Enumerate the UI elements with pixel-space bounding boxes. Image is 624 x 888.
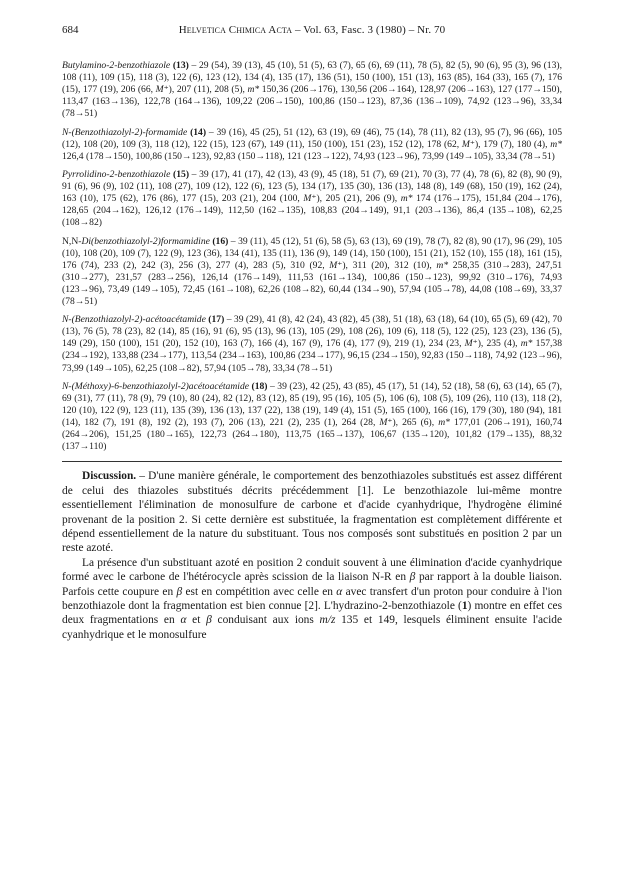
compound-name-rest: Di(benzothiazolyl-2)formamidine	[81, 235, 210, 247]
discussion-text: avec transfert d'un proton pour conduire à l'ion benzothiazole dont la fragmentation est bien connue [2]. L'hydrazino-2-benzothiazole (	[62, 585, 563, 612]
page-number: 684	[62, 24, 79, 36]
compound-entry-18	[62, 381, 562, 454]
compound-name: Butylamino-2-benzothiazole	[62, 60, 171, 71]
compound-name: N-(Méthoxy)-6-benzothiazolyl-2)acétoacétamide	[62, 380, 250, 392]
molecular-ion: M	[464, 338, 473, 350]
spectrum-data: – 39 (16), 45 (25), 51 (12), 63 (19), 69 (46), 75 (14), 78 (11), 82 (13), 95 (7), 96 (66), 105 (12), 108 (20), 109 (3), 118 (12), 122 (15), 123 (67), 149 (11), 150 (100), 151 (23), 152 (12), 178 (62,	[62, 126, 562, 150]
discussion-heading: Discussion.	[82, 470, 137, 483]
spectrum-data: – 29 (54), 39 (13), 45 (10), 51 (5), 63 (7), 65 (6), 69 (11), 78 (5), 82 (5), 90 (6), 95 (3), 96 (13), 108 (11), 109 (15), 118 (3), 122 (6), 123 (12), 134 (4), 135 (17), 136 (51), 150 (100), 151 (13), 163 (85), 164 (33), 165 (7), 176 (15), 177 (19), 206 (66,	[62, 60, 562, 96]
spectrum-data: ⁺), 205 (21), 206 (9),	[311, 193, 401, 205]
molecular-ion: M	[379, 417, 388, 428]
spectrum-data: 126,4 (178→150), 100,86 (150→123), 92,83 (150→118), 121 (123→122), 74,93 (123→96), 73,99 (149→105), 33,34 (78→51)	[62, 150, 555, 162]
spectrum-data: 177,01 (206→191), 160,74 (264→206), 151,25 (180→165), 122,73 (264→180), 113,75 (165→137), 106,67 (135→120), 101,82 (179→135), 88,32 (137→110)	[62, 417, 563, 453]
metastable-label: m*	[436, 259, 449, 271]
compound-name: Pyrrolidino-2-benzothiazole	[62, 168, 171, 180]
molecular-ion: M	[155, 84, 164, 96]
discussion-paragraph-1	[62, 469, 562, 555]
spectrum-data: ⁺), 207 (11), 208 (5),	[163, 84, 248, 96]
spectrum-data: – 39 (11), 45 (12), 51 (6), 58 (5), 63 (13), 69 (19), 78 (7), 82 (8), 90 (17), 96 (29), 105 (10), 108 (20), 109 (7), 122 (9), 123 (36), 134 (41), 135 (11), 136 (9), 149 (14), 150 (100), 151 (21), 152 (10), 155 (18), 161 (15), 176 (74), 233 (2), 242 (3), 256 (3), 277 (4), 283 (5), 310 (92,	[62, 235, 562, 271]
discussion-text: – D'une manière générale, le comportement des benzothiazoles substitués est assez différent de celui des thiazoles substitués décrits précédemment [1]. Le benzothiazole lui-même montre essentiellement l'élimination de monosulfure de carbone et d'acide cyanhydrique, l'hydrogène éliminé provenant de la position 2. Si cette dernière est substituée, la fragmentation est complètement différente et dépend essentiellement de la nature du substituant. Tous nos composés sont substitués en position 2 par un reste azoté.	[62, 470, 562, 555]
compound-entry-13	[62, 60, 562, 120]
discussion-text: est en compétition avec celle en	[182, 585, 337, 598]
compound-entry-15	[62, 169, 562, 229]
discussion-paragraph-2	[62, 556, 562, 642]
discussion-text: La présence d'un substituant azoté en position 2 conduit souvent à une élimination d'acide cyanhydrique formé avec le carbone de l'hétérocycle après scission de la liaison N-R en	[62, 556, 562, 584]
compound-number: (15)	[173, 168, 190, 180]
running-header	[62, 24, 562, 40]
spectrum-data: 174 (176→175), 151,84 (204→176), 128,65 (204→162), 126,12 (176→149), 112,50 (162→135), 108,83 (204→149), 91,1 (203→136), 86,4 (135→108), 62,25 (108→82)	[62, 193, 562, 229]
compound-number: (17)	[208, 314, 225, 326]
spectrum-data: ⁺), 179 (7), 180 (4),	[469, 138, 551, 150]
greek-symbol: α	[336, 585, 343, 598]
greek-symbol: β	[409, 571, 416, 584]
compound-name: N-(Benzothiazolyl-2)-acétoacétamide	[62, 314, 206, 326]
metastable-label: m*	[520, 338, 533, 350]
compound-number: (13)	[172, 60, 189, 71]
greek-symbol: α	[180, 614, 187, 627]
discussion-text: et	[186, 614, 207, 627]
spectrum-data: – 39 (29), 41 (8), 42 (24), 43 (82), 45 (38), 51 (18), 63 (18), 64 (10), 65 (5), 69 (42), 70 (13), 76 (5), 78 (23), 82 (14), 85 (16), 91 (6), 95 (13), 96 (13), 105 (29), 108 (26), 109 (6), 118 (5), 122 (25), 123 (23), 136 (5), 149 (29), 150 (100), 151 (20), 152 (10), 163 (7), 166 (4), 167 (9), 176 (4), 177 (9), 219 (1), 234 (23,	[62, 314, 562, 350]
metastable-label: m*	[400, 193, 413, 205]
greek-symbol: β	[176, 585, 183, 598]
compound-entry-16	[62, 236, 562, 309]
compound-number: (18)	[251, 380, 268, 392]
spectrum-data: ⁺), 235 (4),	[472, 338, 521, 350]
spectrum-data: – 39 (23), 42 (25), 43 (85), 45 (17), 51 (14), 52 (18), 58 (6), 63 (14), 65 (7), 69 (31), 77 (11), 78 (9), 79 (10), 80 (24), 82 (12), 83 (12), 85 (19), 95 (16), 105 (5), 106 (6), 108 (5), 109 (26), 110 (13), 118 (2), 120 (10), 122 (9), 123 (11), 135 (39), 136 (13), 137 (22), 138 (19), 149 (4), 151 (5), 165 (100), 166 (16), 179 (30), 180 (94), 181 (14), 182 (7), 191 (8), 192 (2), 193 (7), 206 (13), 221 (2), 235 (1), 264 (28,	[62, 380, 562, 428]
discussion-text: conduisant aux ions	[211, 614, 320, 627]
molecular-ion: M	[461, 138, 470, 150]
discussion-text: 135 et 149, lesquels éliminent ensuite l'acide cyanhydrique et le monosulfure	[62, 614, 562, 641]
journal-page	[62, 24, 562, 642]
compound-number: (16)	[212, 235, 229, 247]
metastable-label: m*	[438, 417, 450, 428]
metastable-label: m*	[550, 138, 562, 150]
spectrum-data: 150,36 (206→176), 130,56 (206→164), 128,97 (206→163), 127 (177→150), 113,47 (163→136), 122,78 (164→136), 109,22 (206→150), 100,86 (150→123), 87,36 (136→109), 74,92 (123→96), 33,34 (78→51)	[62, 84, 562, 120]
mass-spectra-list	[62, 60, 562, 453]
section-divider	[62, 461, 562, 462]
compound-name: N-(Benzothiazolyl-2)-formamide	[62, 126, 188, 138]
journal-name: Helvetica Chimica Acta	[178, 24, 293, 36]
spectrum-data: ⁺), 265 (6),	[387, 417, 439, 428]
spectrum-data: – 39 (17), 41 (17), 42 (13), 43 (9), 45 (18), 51 (7), 69 (21), 70 (3), 77 (4), 78 (6), 82 (8), 90 (9), 91 (6), 96 (9), 102 (11), 108 (27), 109 (12), 122 (6), 123 (5), 134 (17), 135 (30), 136 (13), 148 (8), 149 (68), 150 (19), 162 (24), 163 (10), 175 (62), 176 (86), 177 (15), 203 (21), 204 (100,	[62, 168, 563, 205]
spectrum-data: ⁺), 311 (20), 312 (10),	[337, 259, 437, 271]
running-title	[62, 24, 562, 36]
discussion-text: par rapport à la double liaison. Parfois cette coupure en	[62, 571, 562, 598]
compound-name-prefix: N,N-	[62, 235, 82, 247]
molecular-ion: M	[303, 193, 312, 205]
compound-entry-17	[62, 314, 562, 374]
compound-entry-14	[62, 127, 562, 163]
molecular-ion: M	[329, 259, 338, 271]
compound-name	[62, 236, 210, 247]
compound-number: (14)	[190, 126, 207, 138]
metastable-label: m*	[247, 84, 260, 96]
issue-info: – Vol. 63, Fasc. 3 (1980) – Nr. 70	[292, 24, 446, 36]
spectrum-data: 258,35 (310→283), 247,51 (310→277), 231,57 (283→256), 126,14 (176→149), 111,53 (161→134), 100,86 (150→123), 99,92 (310→176), 74,93 (123→96), 73,49 (149→105), 72,45 (161→108), 62,26 (108→82), 60,44 (134→90), 57,94 (105→78), 44,08 (108→69), 33,37 (78→51)	[62, 259, 562, 307]
greek-symbol: β	[206, 614, 212, 627]
spectrum-data: 157,38 (234→192), 133,88 (234→177), 113,54 (234→163), 100,86 (234→177), 96,15 (234→150), 92,83 (150→118), 74,92 (123→96), 73,99 (149→105), 62,25 (108→82), 57,94 (105→78), 33,34 (78→51)	[62, 338, 563, 374]
discussion-text: ) montre en effet ces deux fragmentations en	[62, 599, 563, 627]
compound-reference: 1	[461, 599, 468, 612]
mass-charge-label: m/z	[319, 614, 336, 627]
